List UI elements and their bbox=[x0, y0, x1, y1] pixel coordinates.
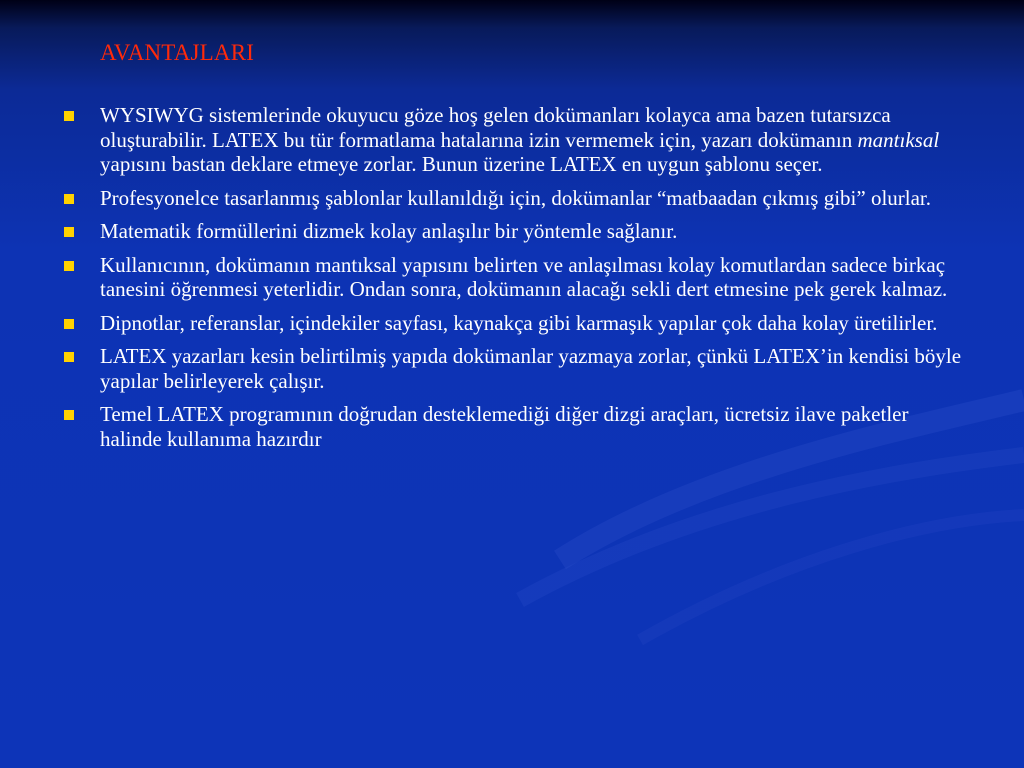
square-bullet-icon bbox=[64, 261, 74, 271]
list-item-emphasis: mantıksal bbox=[857, 127, 940, 152]
list-item bbox=[100, 103, 970, 177]
list-item-text: Kullanıcının, dokümanın mantıksal yapısını belirten ve anlaşılması kolay komutlardan sadece birkaç tanesini öğrenmesi yeterlidir. Ondan sonra, dokümanın alacağı sekli dert etmesine pek gerek kalmaz. bbox=[100, 252, 948, 301]
list-item bbox=[100, 311, 970, 336]
list-item-text: Temel LATEX programının doğrudan desteklemediği diğer dizgi araçları, ücretsiz ilave paketler halinde kullanıma hazırdır bbox=[100, 402, 909, 451]
square-bullet-icon bbox=[64, 352, 74, 362]
square-bullet-icon bbox=[64, 410, 74, 420]
square-bullet-icon bbox=[64, 194, 74, 204]
list-item-text: Profesyonelce tasarlanmış şablonlar kullanıldığı için, dokümanlar “matbaadan çıkmış gibi” olurlar. bbox=[100, 185, 932, 210]
list-item-text: Dipnotlar, referanslar, içindekiler sayfası, kaynakça gibi karmaşık yapılar çok daha kolay üretilirler. bbox=[100, 310, 938, 335]
square-bullet-icon bbox=[64, 319, 74, 329]
list-item-text-end: yapısını bastan deklare etmeye zorlar. Bunun üzerine LATEX en uygun şablonu seçer. bbox=[100, 152, 823, 176]
list-item bbox=[100, 344, 970, 393]
list-item bbox=[100, 402, 970, 451]
list-item-text: LATEX yazarları kesin belirtilmiş yapıda dokümanlar yazmaya zorlar, çünkü LATEX’in kendisi böyle yapılar belirleyerek çalışır. bbox=[100, 344, 962, 393]
advantages-bullet-list bbox=[100, 103, 970, 460]
list-item bbox=[100, 186, 970, 211]
list-item bbox=[100, 253, 970, 302]
square-bullet-icon bbox=[64, 227, 74, 237]
slide-title: AVANTAJLARI bbox=[100, 40, 255, 65]
square-bullet-icon bbox=[64, 111, 74, 121]
list-item-text: Matematik formüllerini dizmek kolay anlaşılır bir yöntemle sağlanır. bbox=[100, 219, 678, 243]
list-item bbox=[100, 219, 970, 244]
list-item-text-start: WYSIWYG sistemlerinde okuyucu göze hoş gelen dokümanları kolayca ama bazen tutarsızca oluşturabilir. LATEX bu tür formatlama hatalarına izin vermemek için, yazarı dokümanın bbox=[100, 103, 891, 152]
